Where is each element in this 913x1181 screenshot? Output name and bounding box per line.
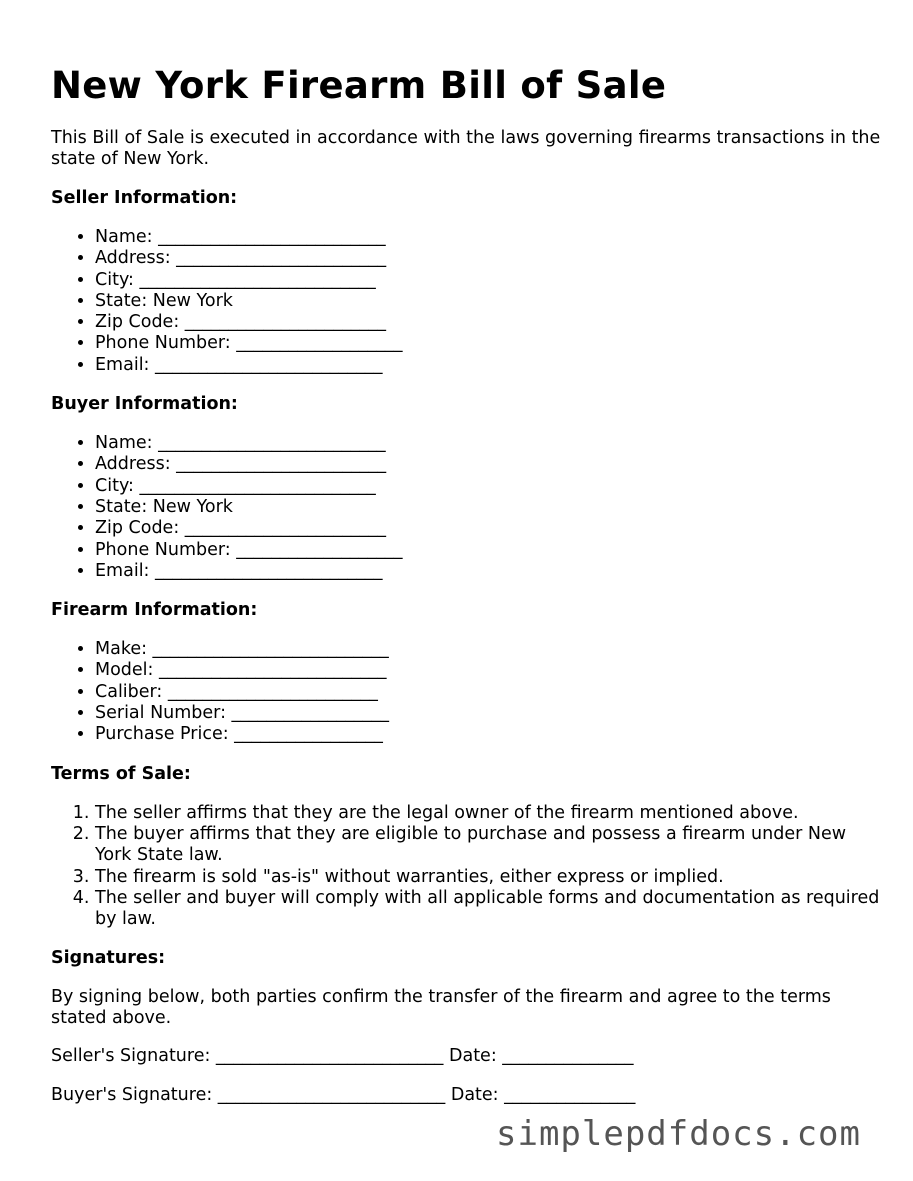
seller-phone-field: • Phone Number: ___________________ (95, 333, 881, 354)
seller-signature-line: Seller's Signature: __________________________ Date: _______________ (51, 1046, 634, 1067)
intro-paragraph: This Bill of Sale is executed in accordance with the laws governing firearms transactions in the state of New York. (51, 128, 881, 169)
seller-heading: Seller Information: (51, 188, 238, 208)
buyer-city-field: • City: ___________________________ (95, 476, 881, 497)
buyer-state-field: • State: New York (95, 497, 881, 518)
buyer-email-field: • Email: __________________________ (95, 561, 881, 582)
firearm-list (51, 639, 881, 745)
terms-heading: Terms of Sale: (51, 763, 191, 784)
buyer-signature-line: Buyer's Signature: __________________________ Date: _______________ (51, 1085, 636, 1106)
firearm-make-field: • Make: ___________________________ (95, 639, 881, 660)
buyer-zip-field: • Zip Code: _______________________ (95, 518, 881, 539)
buyer-list (51, 433, 881, 582)
seller-name-field: • Name: __________________________ (95, 227, 881, 248)
seller-state-field: • State: New York (95, 291, 881, 312)
buyer-phone-field: • Phone Number: ___________________ (95, 540, 881, 561)
seller-city-field: • City: ___________________________ (95, 270, 881, 291)
signatures-paragraph: By signing below, both parties confirm the transfer of the firearm and agree to the terms stated above. (51, 987, 831, 1029)
firearm-price-field: • Purchase Price: _________________ (95, 724, 881, 745)
buyer-address-field: • Address: ________________________ (95, 454, 881, 475)
seller-email-field: • Email: __________________________ (95, 355, 881, 376)
buyer-heading: Buyer Information: (51, 394, 238, 415)
seller-address-field: • Address: ________________________ (95, 248, 881, 269)
buyer-name-field: • Name: __________________________ (95, 433, 881, 454)
term-item: 4. The seller and buyer will comply with all applicable forms and documentation as required by law. (95, 888, 881, 931)
document-page (51, 62, 881, 1124)
seller-list (51, 227, 881, 376)
firearm-heading: Firearm Information: (51, 600, 258, 621)
signatures-heading: Signatures: (51, 948, 166, 969)
term-item: 3. The firearm is sold "as-is" without warranties, either express or implied. (95, 867, 881, 888)
page-title: New York Firearm Bill of Sale (51, 64, 667, 107)
watermark: simplepdfdocs.com (496, 1114, 861, 1154)
firearm-caliber-field: • Caliber: ________________________ (95, 682, 881, 703)
seller-zip-field: • Zip Code: _______________________ (95, 312, 881, 333)
terms-list (51, 803, 881, 931)
firearm-serial-field: • Serial Number: __________________ (95, 703, 881, 724)
term-item: 1. The seller affirms that they are the legal owner of the firearm mentioned above. (95, 803, 881, 824)
term-item: 2. The buyer affirms that they are eligible to purchase and possess a firearm under New York State law. (95, 824, 881, 867)
firearm-model-field: • Model: __________________________ (95, 660, 881, 681)
